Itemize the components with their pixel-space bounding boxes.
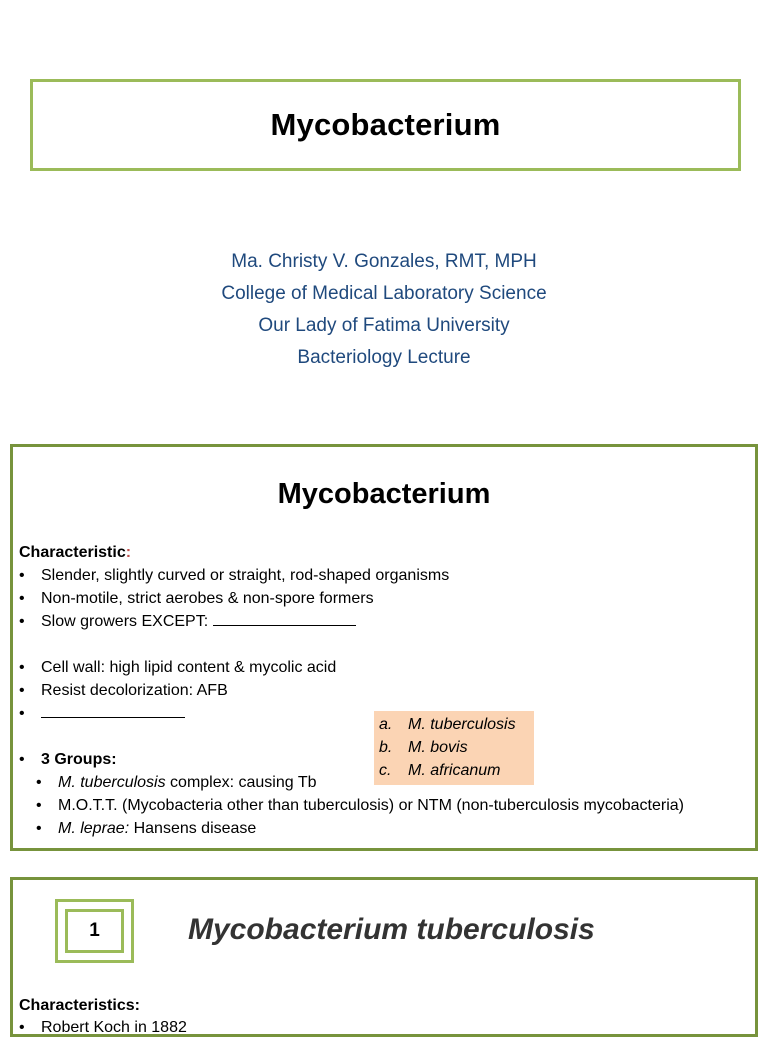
complex-member: [374, 736, 534, 759]
tuberculosis-slide: [10, 877, 758, 1037]
groups-label: 3 Groups:: [41, 751, 117, 768]
fill-in-blank: [213, 611, 356, 626]
list-item: [19, 794, 684, 817]
list-item: [19, 610, 684, 633]
bullet-icon: •: [19, 590, 25, 607]
bullet-text: Resist decolorization: AFB: [41, 682, 228, 699]
list-item: [19, 1019, 187, 1037]
group-desc: Hansens disease: [129, 820, 257, 837]
member-name: M. africanum: [408, 762, 501, 779]
member-letter: a.: [379, 716, 393, 733]
list-item: [19, 817, 684, 840]
spacer: [19, 633, 684, 656]
characteristic-heading-text: Characteristic: [19, 544, 126, 561]
bullet-icon: •: [19, 1019, 25, 1036]
bullet-icon: •: [19, 567, 25, 584]
list-item: [19, 564, 684, 587]
list-item: [19, 748, 684, 771]
characteristics-heading: Characteristics:: [19, 997, 140, 1014]
bullet-icon: •: [36, 774, 42, 791]
bullet-icon: •: [19, 659, 25, 676]
group-desc: complex: causing Tb: [165, 774, 317, 791]
heading-colon: :: [125, 544, 132, 561]
college-line: College of Medical Laboratory Science: [221, 283, 547, 304]
course-line: Bacteriology Lecture: [297, 347, 471, 368]
slide3-title: Mycobacterium tuberculosis: [188, 913, 595, 946]
list-item: [19, 587, 684, 610]
complex-members-box: [374, 711, 534, 785]
bullet-text: Robert Koch in 1882: [41, 1019, 187, 1036]
complex-member: [374, 713, 534, 736]
group-name: M. tuberculosis: [58, 774, 166, 791]
member-letter: b.: [379, 739, 393, 756]
slide2-content: [19, 541, 684, 840]
section-number: 1: [65, 909, 124, 953]
list-item: [19, 656, 684, 679]
member-name: M. tuberculosis: [408, 716, 516, 733]
bullet-text: Non-motile, strict aerobes & non-spore formers: [41, 590, 374, 607]
characteristics-slide: [10, 444, 758, 851]
list-item: [19, 771, 684, 794]
bullet-text: Slender, slightly curved or straight, rod-shaped organisms: [41, 567, 450, 584]
bullet-text: Slow growers EXCEPT:: [41, 613, 213, 630]
bullet-icon: •: [36, 797, 42, 814]
member-letter: c.: [379, 762, 392, 779]
list-item: [19, 679, 684, 702]
list-item: [19, 702, 684, 725]
section-number-box: [55, 899, 134, 963]
group-name: M. leprae:: [58, 820, 130, 837]
bullet-icon: •: [19, 751, 25, 768]
slide2-title: Mycobacterium: [277, 478, 491, 510]
author-line: Ma. Christy V. Gonzales, RMT, MPH: [231, 251, 537, 272]
title-slide-heading: Mycobacterium: [270, 107, 501, 142]
characteristic-heading: [19, 541, 684, 564]
spacer: [19, 725, 684, 748]
group-desc: M.O.T.T. (Mycobacteria other than tuberculosis) or NTM (non-tuberculosis mycobacteria): [58, 797, 684, 814]
bullet-icon: •: [19, 682, 25, 699]
bullet-icon: •: [36, 820, 42, 837]
subtitle-block: [0, 246, 768, 374]
fill-in-blank: [41, 703, 185, 718]
member-name: M. bovis: [408, 739, 468, 756]
bullet-icon: •: [19, 705, 25, 722]
complex-member: [374, 759, 534, 782]
university-line: Our Lady of Fatima University: [258, 315, 510, 336]
bullet-text: Cell wall: high lipid content & mycolic acid: [41, 659, 337, 676]
title-slide-box: [30, 79, 741, 171]
bullet-icon: •: [19, 613, 25, 630]
